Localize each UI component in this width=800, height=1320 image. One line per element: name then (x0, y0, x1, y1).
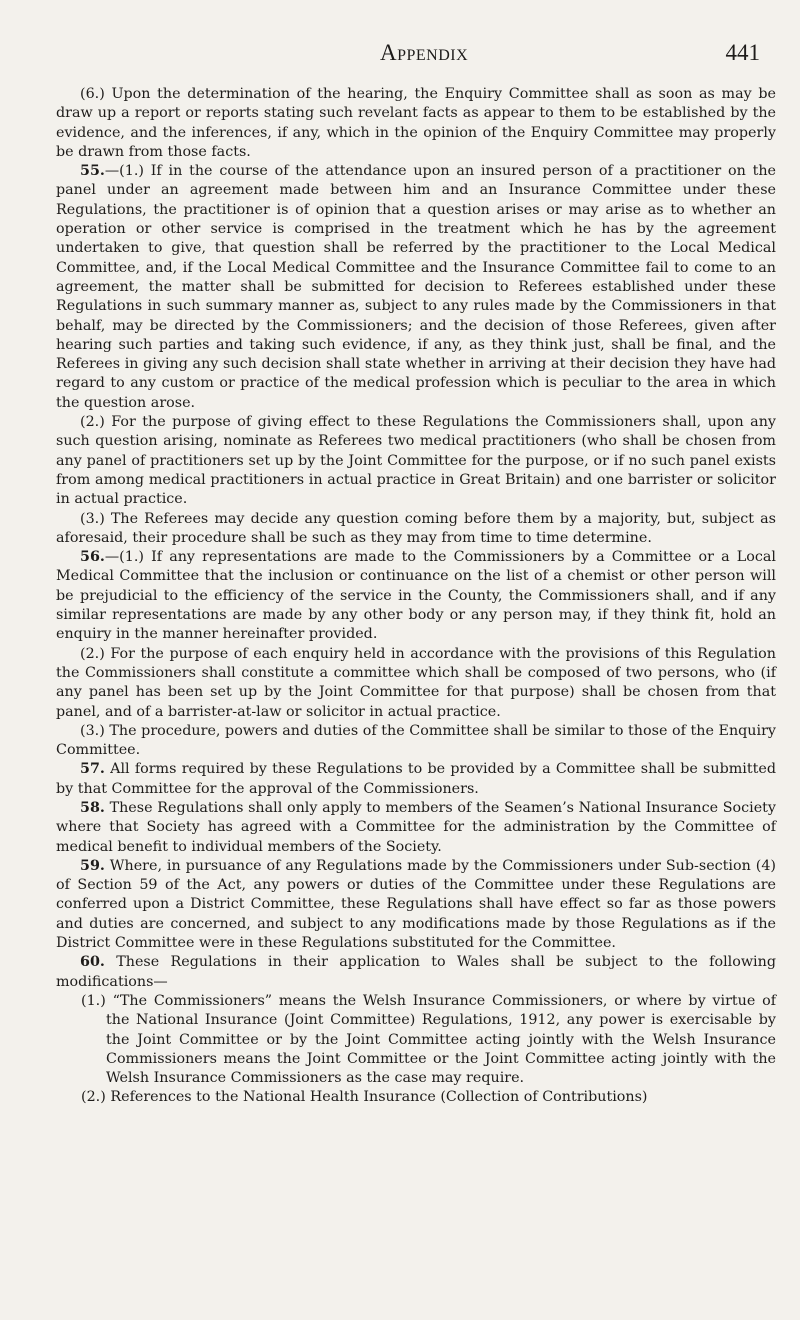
paragraph-text: These Regulations in their application to Wales shall be subject to the following modifications— (56, 954, 776, 990)
paragraph-text: (3.) The Referees may decide any question coming before them by a majority, but, subject as aforesaid, their procedure shall be such as they may from time to time determine. (56, 510, 776, 546)
section-number: 59. (80, 857, 105, 874)
running-title: Appendix (380, 40, 469, 65)
section-number: 55. (80, 163, 105, 180)
paragraph (56, 548, 776, 644)
paragraph-text: —(1.) If any representations are made to the Commissioners by a Committee or a Local Medical Committee that the inclusion or continuance on the list of a chemist or other person will be prejudicial to the efficiency of the service in the County, the Commissioners shall, and if any similar representations are made by any other body or any person may, if they think fit, hold an enquiry in the manner hereinafter provided. (56, 549, 776, 643)
page-number: 441 (725, 40, 760, 65)
paragraph (56, 857, 776, 953)
paragraph-text: (3.) The procedure, powers and duties of the Committee shall be similar to those of the Enquiry Committee. (56, 722, 776, 759)
paragraph (56, 722, 776, 761)
paragraph-text: All forms required by these Regulations to be provided by a Committee shall be submitted by that Committee for the approval of the Commissioners. (56, 761, 776, 797)
sub-item (56, 992, 776, 1088)
section-number: 56. (80, 549, 105, 566)
paragraph (56, 953, 776, 992)
paragraph (56, 162, 776, 413)
sub-item (56, 1088, 776, 1107)
sub-item-text: (1.) “The Commissioners” means the Welsh Insurance Commissioners, or where by virtue of the National Insurance (Joint Committee) Regulations, 1912, any power is exercisable by the Joint Committee or by the Joint Committee acting jointly with the Welsh Insurance Commissioners means the Joint Committee or the Joint Committee acting jointly with the Welsh Insurance Commissioners as the case may require. (81, 992, 776, 1087)
paragraph-text: (2.) For the purpose of giving effect to these Regulations the Commissioners shall, upon any such question arising, nominate as Referees two medical practitioners (who shall be chosen from any panel of practitioners set up by the Joint Committee for the purpose, or if no such panel exists from among medical practitioners in actual practice in Great Britain) and one barrister or solicitor in actual practice. (56, 414, 776, 508)
paragraph-text: —(1.) If in the course of the attendance upon an insured person of a practitioner on the panel under an agreement made between him and an Insurance Committee under these Regulations, the practitioner is of opinion that a question arises or may arise as to whether an operation or other service is comprised in the treatment which he has by the agreement undertaken to give, that question shall be referred by the practitioner to the Local Medical Committee, and, if the Local Medical Committee and the Insurance Committee fail to come to an agreement, the matter shall be submitted for decision to Referees established under these Regulations in such summary manner as, subject to any rules made by the Commissioners in that behalf, may be directed by the Commissioners; and the decision of those Referees, given after hearing such parties and taking such evidence, if any, as they think just, shall be final, and the Referees in giving any such decision shall state whether in arriving at their decision they have had regard to any custom or practice of the medical profession which is peculiar to the area in which the question arose. (56, 163, 776, 411)
paragraph-text: These Regulations shall only apply to members of the Seamen’s National Insurance Society where that Society has agreed with a Committee for the administration by the Committee of medical benefit to individual members of the Society. (56, 799, 776, 855)
paragraph (56, 413, 776, 509)
paragraph-text: Where, in pursuance of any Regulations made by the Commissioners under Sub-section (4) of Section 59 of the Act, any powers or duties of the Committee under these Regulations are conferred upon a District Committee, these Regulations shall have effect so far as those powers and duties are concerned, and subject to any modifications made by those Regulations as if the District Committee were in these Regulations substituted for the Committee. (56, 857, 776, 952)
paragraph-text: (2.) For the purpose of each enquiry held in accordance with the provisions of this Regulation the Commissioners shall constitute a committee which shall be composed of two persons, who (if any panel has been set up by the Joint Committee for that purpose) shall be chosen from that panel, and of a barrister-at-law or solicitor in actual practice. (56, 645, 776, 720)
paragraph (56, 645, 776, 722)
section-number: 58. (80, 799, 105, 816)
section-number: 60. (80, 954, 105, 971)
section-number: 57. (80, 761, 105, 778)
paragraph-text: (6.) Upon the determination of the hearing, the Enquiry Committee shall as soon as may be draw up a report or reports stating such revelant facts as appear to them to be established by the evidence, and the inferences, if any, which in the opinion of the Enquiry Committee may properly be drawn from those facts. (56, 86, 776, 160)
body-text (56, 85, 776, 1108)
paragraph (56, 510, 776, 549)
paragraph (56, 85, 776, 162)
paragraph (56, 760, 776, 799)
paragraph (56, 799, 776, 857)
sub-item-text: (2.) References to the National Health Insurance (Collection of Contributions) (81, 1089, 648, 1106)
